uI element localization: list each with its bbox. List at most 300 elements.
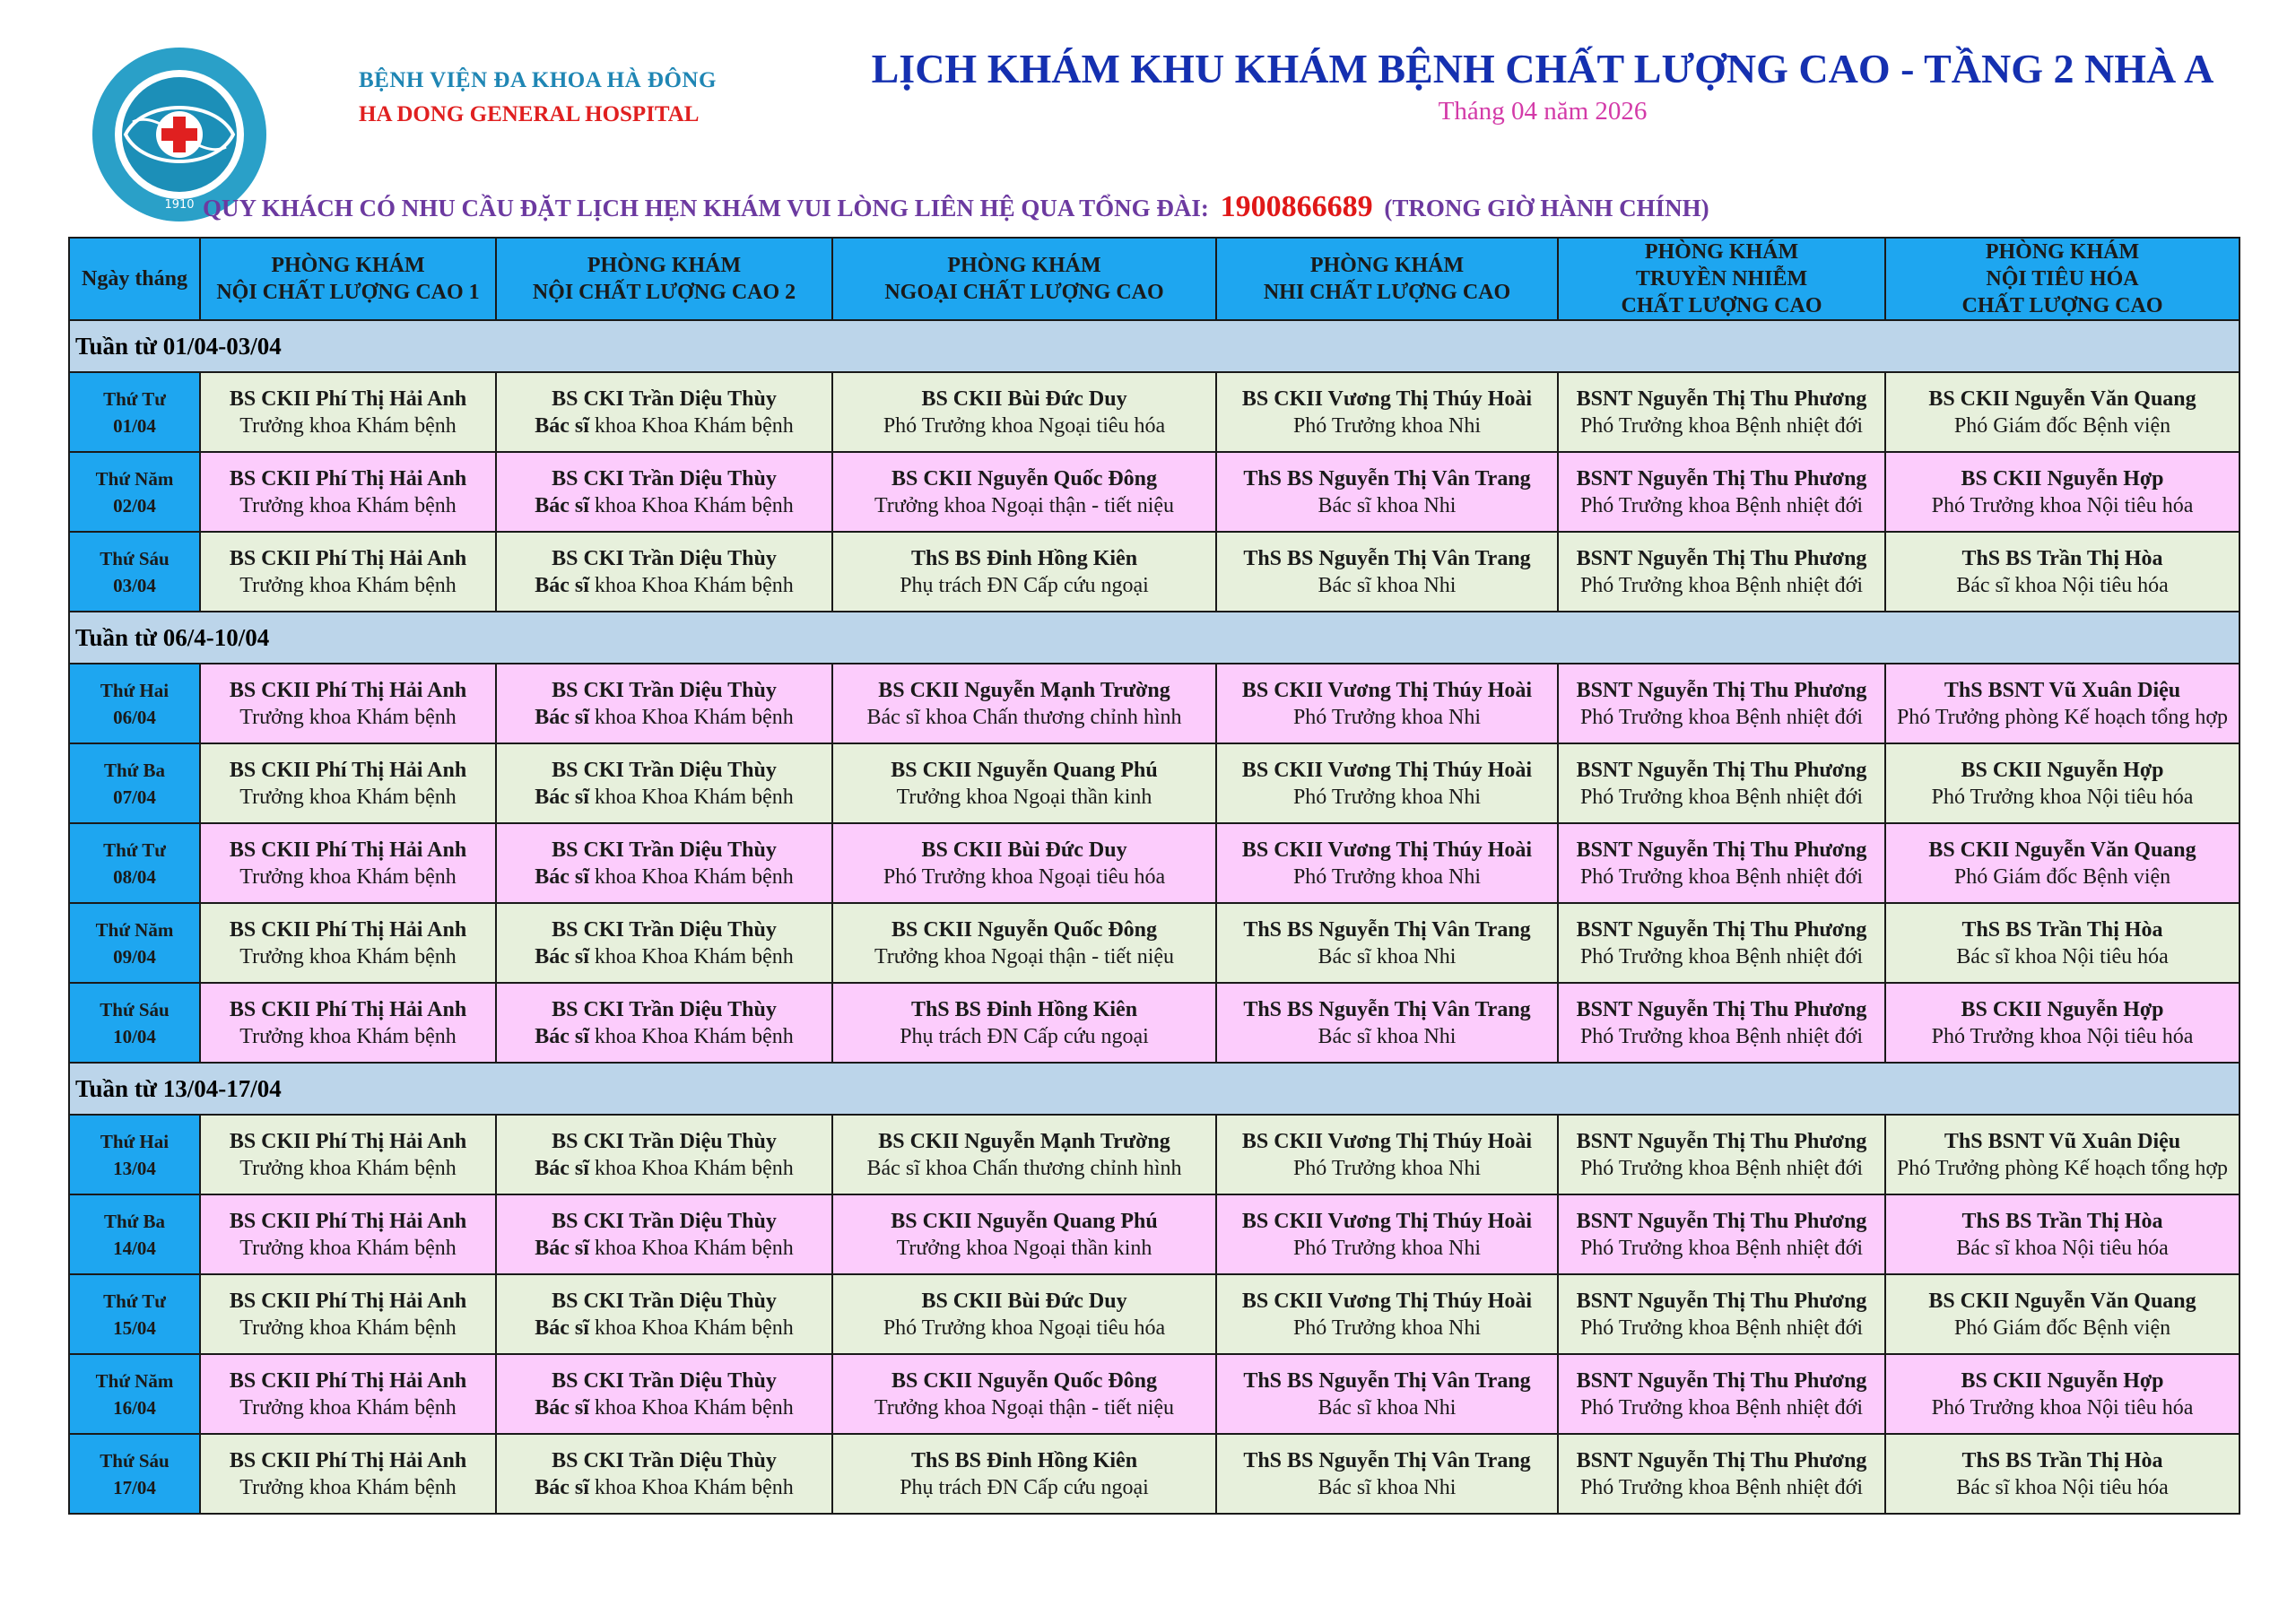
- doctor-role: [500, 413, 828, 439]
- doctor-name: BS CKI Trần Diệu Thùy: [552, 1448, 777, 1472]
- doctor-role: Phụ trách ĐN Cấp cứu ngoại: [900, 573, 1149, 597]
- day-of-week: Thứ Hai: [100, 1130, 170, 1152]
- doctor-name: BS CKII Phí Thị Hải Anh: [229, 1209, 467, 1233]
- doctor-name: BS CKII Vương Thị Thúy Hoài: [1241, 758, 1533, 782]
- doctor-role-title: Bác sĩ: [535, 944, 589, 968]
- doctor-role: Trưởng khoa Khám bệnh: [239, 1395, 457, 1420]
- doctor-role-dept: khoa Khoa Khám bệnh: [594, 493, 794, 517]
- doctor-cell: [1885, 823, 2239, 903]
- doctor-name: BSNT Nguyễn Thị Thu Phương: [1576, 466, 1867, 491]
- doctor-name: BSNT Nguyễn Thị Thu Phương: [1576, 1209, 1867, 1233]
- doctor-cell: [1558, 372, 1885, 452]
- doctor-role-dept: khoa Khoa Khám bệnh: [594, 1475, 794, 1499]
- table-row: [69, 903, 2239, 983]
- contact-line: [203, 190, 1709, 224]
- doctor-role: Trưởng khoa Khám bệnh: [239, 493, 457, 517]
- schedule-body: [69, 320, 2239, 1514]
- doctor-cell: [1216, 1434, 1558, 1514]
- doctor-role-title: Bác sĩ: [535, 1395, 589, 1420]
- doctor-name: BS CKII Phí Thị Hải Anh: [229, 466, 467, 491]
- day-of-week: Thứ Sáu: [100, 998, 170, 1020]
- doctor-role-title: Bác sĩ: [535, 1024, 589, 1048]
- doctor-name: BS CKII Phí Thị Hải Anh: [229, 678, 467, 702]
- doctor-name: ThS BS Đinh Hồng Kiên: [910, 546, 1138, 570]
- doctor-cell: [1216, 664, 1558, 743]
- date-value: 06/04: [113, 706, 156, 728]
- doctor-role: Phó Trưởng khoa Ngoại tiêu hóa: [883, 864, 1166, 889]
- doctor-cell: [1558, 532, 1885, 612]
- doctor-role: Phó Trưởng khoa Nhi: [1292, 785, 1482, 809]
- doctor-cell: [1558, 1434, 1885, 1514]
- doctor-role: Phó Trưởng khoa Nội tiêu hóa: [1931, 493, 2194, 517]
- doctor-role: Trưởng khoa Khám bệnh: [239, 785, 457, 809]
- doctor-role: Trưởng khoa Ngoại thận - tiết niệu: [874, 944, 1175, 968]
- doctor-name: BS CKII Vương Thị Thúy Hoài: [1241, 386, 1533, 411]
- doctor-cell: [496, 1354, 832, 1434]
- doctor-name: BS CKII Phí Thị Hải Anh: [229, 917, 467, 942]
- doctor-role: Phó Trưởng phòng Kế hoạch tổng hợp: [1896, 705, 2229, 729]
- date-value: 10/04: [113, 1025, 156, 1047]
- table-row: [69, 664, 2239, 743]
- doctor-role: Bác sĩ khoa Nội tiêu hóa: [1956, 1475, 2169, 1499]
- doctor-role: Phó Trưởng khoa Bệnh nhiệt đới: [1579, 493, 1864, 517]
- doctor-cell: [496, 532, 832, 612]
- doctor-role: Bác sĩ khoa Nhi: [1318, 573, 1457, 597]
- doctor-cell: [1885, 664, 2239, 743]
- col-header-date: Ngày tháng: [69, 238, 200, 320]
- doctor-role-dept: khoa Khoa Khám bệnh: [594, 1395, 794, 1420]
- doctor-name: ThS BS Đinh Hồng Kiên: [910, 1448, 1138, 1472]
- page-title: LỊCH KHÁM KHU KHÁM BỆNH CHẤT LƯỢNG CAO - TẦNG 2 NHÀ A: [871, 46, 2214, 91]
- doctor-role: Phó Trưởng khoa Bệnh nhiệt đới: [1579, 1024, 1864, 1048]
- doctor-role-dept: khoa Khoa Khám bệnh: [594, 864, 794, 889]
- week-header-row: [69, 320, 2239, 372]
- doctor-name: ThS BS Nguyễn Thị Vân Trang: [1243, 1448, 1531, 1472]
- doctor-cell: [200, 1434, 496, 1514]
- doctor-name: BS CKII Vương Thị Thúy Hoài: [1241, 1289, 1533, 1313]
- doctor-role: [500, 1155, 828, 1182]
- doctor-name: BS CKII Nguyễn Hợp: [1961, 1368, 2164, 1393]
- doctor-role: Phó Trưởng khoa Bệnh nhiệt đới: [1579, 785, 1864, 809]
- doctor-cell: [1216, 823, 1558, 903]
- doctor-cell: [1558, 1115, 1885, 1194]
- table-row: [69, 1354, 2239, 1434]
- doctor-role: Trưởng khoa Khám bệnh: [239, 573, 457, 597]
- col-header-noi-2: PHÒNG KHÁM NỘI CHẤT LƯỢNG CAO 2: [496, 238, 832, 320]
- doctor-name: ThS BS Nguyễn Thị Vân Trang: [1243, 466, 1531, 491]
- date-value: 03/04: [113, 574, 156, 596]
- day-of-week: Thứ Năm: [95, 467, 174, 490]
- doctor-cell: [832, 1194, 1216, 1274]
- doctor-name: BSNT Nguyễn Thị Thu Phương: [1576, 678, 1867, 702]
- date-cell: [69, 823, 200, 903]
- doctor-role: [500, 1394, 828, 1421]
- doctor-cell: [1885, 1194, 2239, 1274]
- doctor-cell: [200, 372, 496, 452]
- doctor-role-title: Bác sĩ: [535, 1236, 589, 1260]
- date-value: 01/04: [113, 414, 156, 437]
- table-row: [69, 1434, 2239, 1514]
- doctor-role: Phó Trưởng khoa Ngoại tiêu hóa: [883, 413, 1166, 438]
- doctor-role: Trưởng khoa Khám bệnh: [239, 1236, 457, 1260]
- doctor-name: BS CKII Phí Thị Hải Anh: [229, 546, 467, 570]
- doctor-name: BSNT Nguyễn Thị Thu Phương: [1576, 838, 1867, 862]
- day-of-week: Thứ Ba: [103, 759, 166, 781]
- doctor-name: ThS BS Đinh Hồng Kiên: [910, 997, 1138, 1021]
- table-row: [69, 1115, 2239, 1194]
- doctor-name: BS CKII Vương Thị Thúy Hoài: [1241, 1209, 1533, 1233]
- doctor-cell: [1885, 372, 2239, 452]
- doctor-cell: [496, 1115, 832, 1194]
- doctor-role: Phụ trách ĐN Cấp cứu ngoại: [900, 1024, 1149, 1048]
- doctor-cell: [1885, 983, 2239, 1063]
- date-cell: [69, 532, 200, 612]
- doctor-name: BS CKI Trần Diệu Thùy: [552, 466, 777, 491]
- doctor-name: BS CKII Bùi Đức Duy: [921, 386, 1127, 411]
- doctor-cell: [200, 903, 496, 983]
- date-value: 08/04: [113, 865, 156, 888]
- doctor-role: Trưởng khoa Khám bệnh: [239, 1316, 457, 1340]
- doctor-cell: [1216, 1194, 1558, 1274]
- doctor-cell: [496, 1194, 832, 1274]
- doctor-name: BS CKII Nguyễn Văn Quang: [1928, 838, 2196, 862]
- doctor-cell: [832, 1274, 1216, 1354]
- doctor-role: Phó Trưởng khoa Bệnh nhiệt đới: [1579, 1316, 1864, 1340]
- doctor-cell: [832, 452, 1216, 532]
- doctor-role: [500, 1235, 828, 1262]
- doctor-role-dept: khoa Khoa Khám bệnh: [594, 785, 794, 809]
- doctor-role: Phó Trưởng khoa Bệnh nhiệt đới: [1579, 705, 1864, 729]
- doctor-name: BS CKI Trần Diệu Thùy: [552, 917, 777, 942]
- doctor-name: BSNT Nguyễn Thị Thu Phương: [1576, 1368, 1867, 1393]
- doctor-role: [500, 492, 828, 519]
- doctor-role: Phó Trưởng khoa Nhi: [1292, 864, 1482, 889]
- date-value: 09/04: [113, 945, 156, 968]
- day-of-week: Thứ Ba: [103, 1210, 166, 1232]
- contact-hours: (TRONG GIỜ HÀNH CHÍNH): [1384, 195, 1709, 221]
- doctor-role-title: Bác sĩ: [535, 573, 589, 597]
- doctor-cell: [1558, 903, 1885, 983]
- date-value: 02/04: [113, 494, 156, 517]
- doctor-role: Bác sĩ khoa Nội tiêu hóa: [1956, 1236, 2169, 1260]
- doctor-name: BS CKII Nguyễn Hợp: [1961, 997, 2164, 1021]
- day-of-week: Thứ Hai: [100, 679, 170, 701]
- doctor-cell: [832, 823, 1216, 903]
- doctor-name: BS CKI Trần Diệu Thùy: [552, 1129, 777, 1153]
- doctor-role: Phó Trưởng khoa Bệnh nhiệt đới: [1579, 864, 1864, 889]
- doctor-name: BS CKII Nguyễn Văn Quang: [1928, 386, 2196, 411]
- doctor-role-title: Bác sĩ: [535, 413, 589, 438]
- day-of-week: Thứ Tư: [103, 1290, 166, 1312]
- doctor-name: BS CKII Nguyễn Văn Quang: [1928, 1289, 2196, 1313]
- doctor-role: Trưởng khoa Khám bệnh: [239, 864, 457, 889]
- doctor-cell: [832, 1354, 1216, 1434]
- table-row: [69, 532, 2239, 612]
- doctor-name: BS CKI Trần Diệu Thùy: [552, 758, 777, 782]
- doctor-cell: [496, 372, 832, 452]
- doctor-role-dept: khoa Khoa Khám bệnh: [594, 1156, 794, 1180]
- doctor-role: Phó Trưởng phòng Kế hoạch tổng hợp: [1896, 1156, 2229, 1180]
- doctor-role: Trưởng khoa Ngoại thận - tiết niệu: [874, 1395, 1175, 1420]
- doctor-name: ThS BS Trần Thị Hòa: [1961, 1209, 2163, 1233]
- doctor-role: Phó Trưởng khoa Ngoại tiêu hóa: [883, 1316, 1166, 1340]
- doctor-name: BSNT Nguyễn Thị Thu Phương: [1576, 997, 1867, 1021]
- col-header-noi-1: PHÒNG KHÁM NỘI CHẤT LƯỢNG CAO 1: [200, 238, 496, 320]
- day-of-week: Thứ Năm: [95, 1369, 174, 1392]
- doctor-role: [500, 784, 828, 811]
- doctor-cell: [832, 664, 1216, 743]
- doctor-cell: [1558, 452, 1885, 532]
- doctor-name: BS CKI Trần Diệu Thùy: [552, 1289, 777, 1313]
- doctor-role: Phó Trưởng khoa Bệnh nhiệt đới: [1579, 944, 1864, 968]
- doctor-name: BS CKII Phí Thị Hải Anh: [229, 997, 467, 1021]
- doctor-name: BSNT Nguyễn Thị Thu Phương: [1576, 1129, 1867, 1153]
- doctor-cell: [200, 452, 496, 532]
- table-row: [69, 372, 2239, 452]
- doctor-cell: [1216, 743, 1558, 823]
- doctor-role: [500, 1023, 828, 1050]
- doctor-name: BSNT Nguyễn Thị Thu Phương: [1576, 758, 1867, 782]
- doctor-role-dept: khoa Khoa Khám bệnh: [594, 573, 794, 597]
- doctor-cell: [496, 743, 832, 823]
- table-row: [69, 743, 2239, 823]
- doctor-role: Bác sĩ khoa Nhi: [1318, 1024, 1457, 1048]
- doctor-role: [500, 943, 828, 970]
- doctor-role: Phó Trưởng khoa Nhi: [1292, 413, 1482, 438]
- doctor-cell: [496, 1434, 832, 1514]
- doctor-cell: [496, 1274, 832, 1354]
- date-value: 15/04: [113, 1316, 156, 1339]
- doctor-cell: [200, 1194, 496, 1274]
- doctor-name: ThS BS Trần Thị Hòa: [1961, 1448, 2163, 1472]
- doctor-role: Phó Trưởng khoa Nhi: [1292, 705, 1482, 729]
- doctor-name: BS CKII Nguyễn Quốc Đông: [891, 1368, 1158, 1393]
- doctor-name: ThS BS Nguyễn Thị Vân Trang: [1243, 997, 1531, 1021]
- doctor-cell: [200, 983, 496, 1063]
- doctor-role-title: Bác sĩ: [535, 705, 589, 729]
- doctor-cell: [1558, 1274, 1885, 1354]
- doctor-name: BS CKII Vương Thị Thúy Hoài: [1241, 678, 1533, 702]
- doctor-role-title: Bác sĩ: [535, 1156, 589, 1180]
- table-row: [69, 983, 2239, 1063]
- day-of-week: Thứ Tư: [103, 838, 166, 861]
- doctor-role: [500, 572, 828, 599]
- doctor-cell: [1216, 1274, 1558, 1354]
- date-cell: [69, 1434, 200, 1514]
- doctor-role: Phó Trưởng khoa Nội tiêu hóa: [1931, 1024, 2194, 1048]
- doctor-role: Phó Trưởng khoa Nhi: [1292, 1236, 1482, 1260]
- doctor-role: Bác sĩ khoa Nhi: [1318, 1395, 1457, 1420]
- doctor-name: BS CKI Trần Diệu Thùy: [552, 546, 777, 570]
- doctor-role: Phó Trưởng khoa Nội tiêu hóa: [1931, 1395, 2194, 1420]
- doctor-name: BS CKII Nguyễn Hợp: [1961, 758, 2164, 782]
- doctor-name: ThS BS Nguyễn Thị Vân Trang: [1243, 917, 1531, 942]
- doctor-role: Phó Trưởng khoa Bệnh nhiệt đới: [1579, 1395, 1864, 1420]
- date-cell: [69, 452, 200, 532]
- doctor-cell: [1216, 532, 1558, 612]
- doctor-cell: [832, 1434, 1216, 1514]
- doctor-role: Bác sĩ khoa Nội tiêu hóa: [1956, 573, 2169, 597]
- date-cell: [69, 1194, 200, 1274]
- doctor-cell: [1216, 1115, 1558, 1194]
- date-cell: [69, 1354, 200, 1434]
- hospital-name-en: HA DONG GENERAL HOSPITAL: [359, 102, 700, 126]
- doctor-role-title: Bác sĩ: [535, 864, 589, 889]
- doctor-role: Trưởng khoa Ngoại thận - tiết niệu: [874, 493, 1175, 517]
- week-label: Tuần từ 01/04-03/04: [69, 320, 2239, 372]
- doctor-role: Phó Trưởng khoa Bệnh nhiệt đới: [1579, 1236, 1864, 1260]
- doctor-name: BS CKII Bùi Đức Duy: [921, 1289, 1127, 1313]
- doctor-cell: [1885, 903, 2239, 983]
- doctor-role: Trưởng khoa Khám bệnh: [239, 1024, 457, 1048]
- contact-text: QUY KHÁCH CÓ NHU CẦU ĐẶT LỊCH HẸN KHÁM VUI LÒNG LIÊN HỆ QUA TỔNG ĐÀI:: [203, 195, 1209, 221]
- date-cell: [69, 1274, 200, 1354]
- doctor-role: Phó Trưởng khoa Bệnh nhiệt đới: [1579, 1475, 1864, 1499]
- col-header-nhi: PHÒNG KHÁM NHI CHẤT LƯỢNG CAO: [1216, 238, 1558, 320]
- doctor-role: [500, 864, 828, 890]
- doctor-name: BS CKII Nguyễn Mạnh Trường: [878, 678, 1170, 702]
- doctor-cell: [496, 452, 832, 532]
- doctor-cell: [1558, 743, 1885, 823]
- day-of-week: Thứ Năm: [95, 918, 174, 941]
- doctor-role: Phó Trưởng khoa Nhi: [1292, 1316, 1482, 1340]
- table-row: [69, 823, 2239, 903]
- doctor-role: Bác sĩ khoa Nhi: [1318, 944, 1457, 968]
- table-row: [69, 1194, 2239, 1274]
- doctor-role: Trưởng khoa Khám bệnh: [239, 944, 457, 968]
- doctor-cell: [1885, 452, 2239, 532]
- day-of-week: Thứ Sáu: [100, 547, 170, 569]
- doctor-role: [500, 1315, 828, 1342]
- doctor-cell: [832, 743, 1216, 823]
- hotline-number: 1900866689: [1220, 190, 1373, 223]
- doctor-role: [500, 1474, 828, 1501]
- doctor-name: BSNT Nguyễn Thị Thu Phương: [1576, 386, 1867, 411]
- doctor-role-dept: khoa Khoa Khám bệnh: [594, 705, 794, 729]
- doctor-name: BS CKII Phí Thị Hải Anh: [229, 1368, 467, 1393]
- doctor-cell: [1885, 532, 2239, 612]
- doctor-role: Bác sĩ khoa Chấn thương chỉnh hình: [866, 705, 1182, 729]
- doctor-cell: [1558, 664, 1885, 743]
- table-row: [69, 452, 2239, 532]
- doctor-name: BS CKI Trần Diệu Thùy: [552, 838, 777, 862]
- date-value: 07/04: [113, 786, 156, 808]
- day-of-week: Thứ Sáu: [100, 1449, 170, 1472]
- doctor-name: BS CKII Nguyễn Quốc Đông: [891, 466, 1158, 491]
- doctor-cell: [200, 532, 496, 612]
- col-header-truyen-nhiem: PHÒNG KHÁM TRUYỀN NHIỄM CHẤT LƯỢNG CAO: [1558, 238, 1885, 320]
- doctor-role: Trưởng khoa Ngoại thần kinh: [896, 785, 1152, 809]
- doctor-name: BSNT Nguyễn Thị Thu Phương: [1576, 1289, 1867, 1313]
- doctor-name: ThS BS Nguyễn Thị Vân Trang: [1243, 546, 1531, 570]
- doctor-name: BS CKII Nguyễn Quốc Đông: [891, 917, 1158, 942]
- col-header-ngoai: PHÒNG KHÁM NGOẠI CHẤT LƯỢNG CAO: [832, 238, 1216, 320]
- week-label: Tuần từ 06/4-10/04: [69, 612, 2239, 664]
- doctor-role: Phó Trưởng khoa Nhi: [1292, 1156, 1482, 1180]
- doctor-name: ThS BSNT Vũ Xuân Diệu: [1944, 678, 2181, 702]
- doctor-cell: [1216, 372, 1558, 452]
- doctor-role-title: Bác sĩ: [535, 785, 589, 809]
- doctor-cell: [496, 823, 832, 903]
- doctor-name: ThS BS Trần Thị Hòa: [1961, 546, 2163, 570]
- doctor-name: BS CKI Trần Diệu Thùy: [552, 997, 777, 1021]
- doctor-cell: [1885, 743, 2239, 823]
- doctor-role: [500, 704, 828, 731]
- doctor-cell: [832, 983, 1216, 1063]
- doctor-cell: [1885, 1354, 2239, 1434]
- doctor-name: BS CKI Trần Diệu Thùy: [552, 386, 777, 411]
- doctor-role: Phó Giám đốc Bệnh viện: [1953, 864, 2171, 889]
- doctor-name: BSNT Nguyễn Thị Thu Phương: [1576, 1448, 1867, 1472]
- doctor-role: Trưởng khoa Khám bệnh: [239, 1156, 457, 1180]
- doctor-cell: [832, 1115, 1216, 1194]
- doctor-role-title: Bác sĩ: [535, 1316, 589, 1340]
- doctor-role: Phó Trưởng khoa Bệnh nhiệt đới: [1579, 1156, 1864, 1180]
- doctor-cell: [200, 823, 496, 903]
- date-cell: [69, 903, 200, 983]
- doctor-role-dept: khoa Khoa Khám bệnh: [594, 1316, 794, 1340]
- doctor-role: Bác sĩ khoa Nội tiêu hóa: [1956, 944, 2169, 968]
- doctor-cell: [1558, 823, 1885, 903]
- doctor-name: BS CKII Nguyễn Quang Phú: [891, 1209, 1158, 1233]
- doctor-role: Trưởng khoa Ngoại thần kinh: [896, 1236, 1152, 1260]
- doctor-role: Bác sĩ khoa Nhi: [1318, 1475, 1457, 1499]
- hospital-name-vn: BỆNH VIỆN ĐA KHOA HÀ ĐÔNG: [359, 68, 717, 92]
- doctor-name: ThS BS Trần Thị Hòa: [1961, 917, 2163, 942]
- doctor-name: BS CKII Vương Thị Thúy Hoài: [1241, 1129, 1533, 1153]
- week-header-row: [69, 1063, 2239, 1115]
- doctor-cell: [1558, 983, 1885, 1063]
- schedule-table: [68, 237, 2240, 1515]
- date-cell: [69, 372, 200, 452]
- doctor-role: Trưởng khoa Khám bệnh: [239, 413, 457, 438]
- doctor-name: BS CKI Trần Diệu Thùy: [552, 1209, 777, 1233]
- doctor-role-title: Bác sĩ: [535, 493, 589, 517]
- doctor-role: Phó Trưởng khoa Bệnh nhiệt đới: [1579, 413, 1864, 438]
- date-value: 16/04: [113, 1396, 156, 1419]
- doctor-name: BS CKI Trần Diệu Thùy: [552, 678, 777, 702]
- doctor-cell: [496, 664, 832, 743]
- doctor-cell: [1216, 983, 1558, 1063]
- date-value: 14/04: [113, 1237, 156, 1259]
- doctor-role-title: Bác sĩ: [535, 1475, 589, 1499]
- doctor-role-dept: khoa Khoa Khám bệnh: [594, 1024, 794, 1048]
- col-header-noi-tieu-hoa: PHÒNG KHÁM NỘI TIÊU HÓA CHẤT LƯỢNG CAO: [1885, 238, 2239, 320]
- week-header-row: [69, 612, 2239, 664]
- doctor-cell: [1885, 1274, 2239, 1354]
- date-value: 17/04: [113, 1476, 156, 1498]
- doctor-role: Phó Trưởng khoa Bệnh nhiệt đới: [1579, 573, 1864, 597]
- doctor-name: BS CKI Trần Diệu Thùy: [552, 1368, 777, 1393]
- doctor-name: BS CKII Vương Thị Thúy Hoài: [1241, 838, 1533, 862]
- doctor-name: BS CKII Phí Thị Hải Anh: [229, 758, 467, 782]
- doctor-cell: [1885, 1434, 2239, 1514]
- date-cell: [69, 1115, 200, 1194]
- doctor-role: Phó Giám đốc Bệnh viện: [1953, 413, 2171, 438]
- doctor-name: BS CKII Nguyễn Quang Phú: [891, 758, 1158, 782]
- doctor-role-dept: khoa Khoa Khám bệnh: [594, 944, 794, 968]
- doctor-name: ThS BSNT Vũ Xuân Diệu: [1944, 1129, 2181, 1153]
- doctor-role: Phó Giám đốc Bệnh viện: [1953, 1316, 2171, 1340]
- doctor-role-dept: khoa Khoa Khám bệnh: [594, 413, 794, 438]
- week-label: Tuần từ 13/04-17/04: [69, 1063, 2239, 1115]
- doctor-role: Bác sĩ khoa Nhi: [1318, 493, 1457, 517]
- doctor-role: Phó Trưởng khoa Nội tiêu hóa: [1931, 785, 2194, 809]
- doctor-name: BS CKII Phí Thị Hải Anh: [229, 838, 467, 862]
- table-header-row: [69, 238, 2239, 320]
- doctor-name: BS CKII Phí Thị Hải Anh: [229, 1129, 467, 1153]
- doctor-name: BSNT Nguyễn Thị Thu Phương: [1576, 917, 1867, 942]
